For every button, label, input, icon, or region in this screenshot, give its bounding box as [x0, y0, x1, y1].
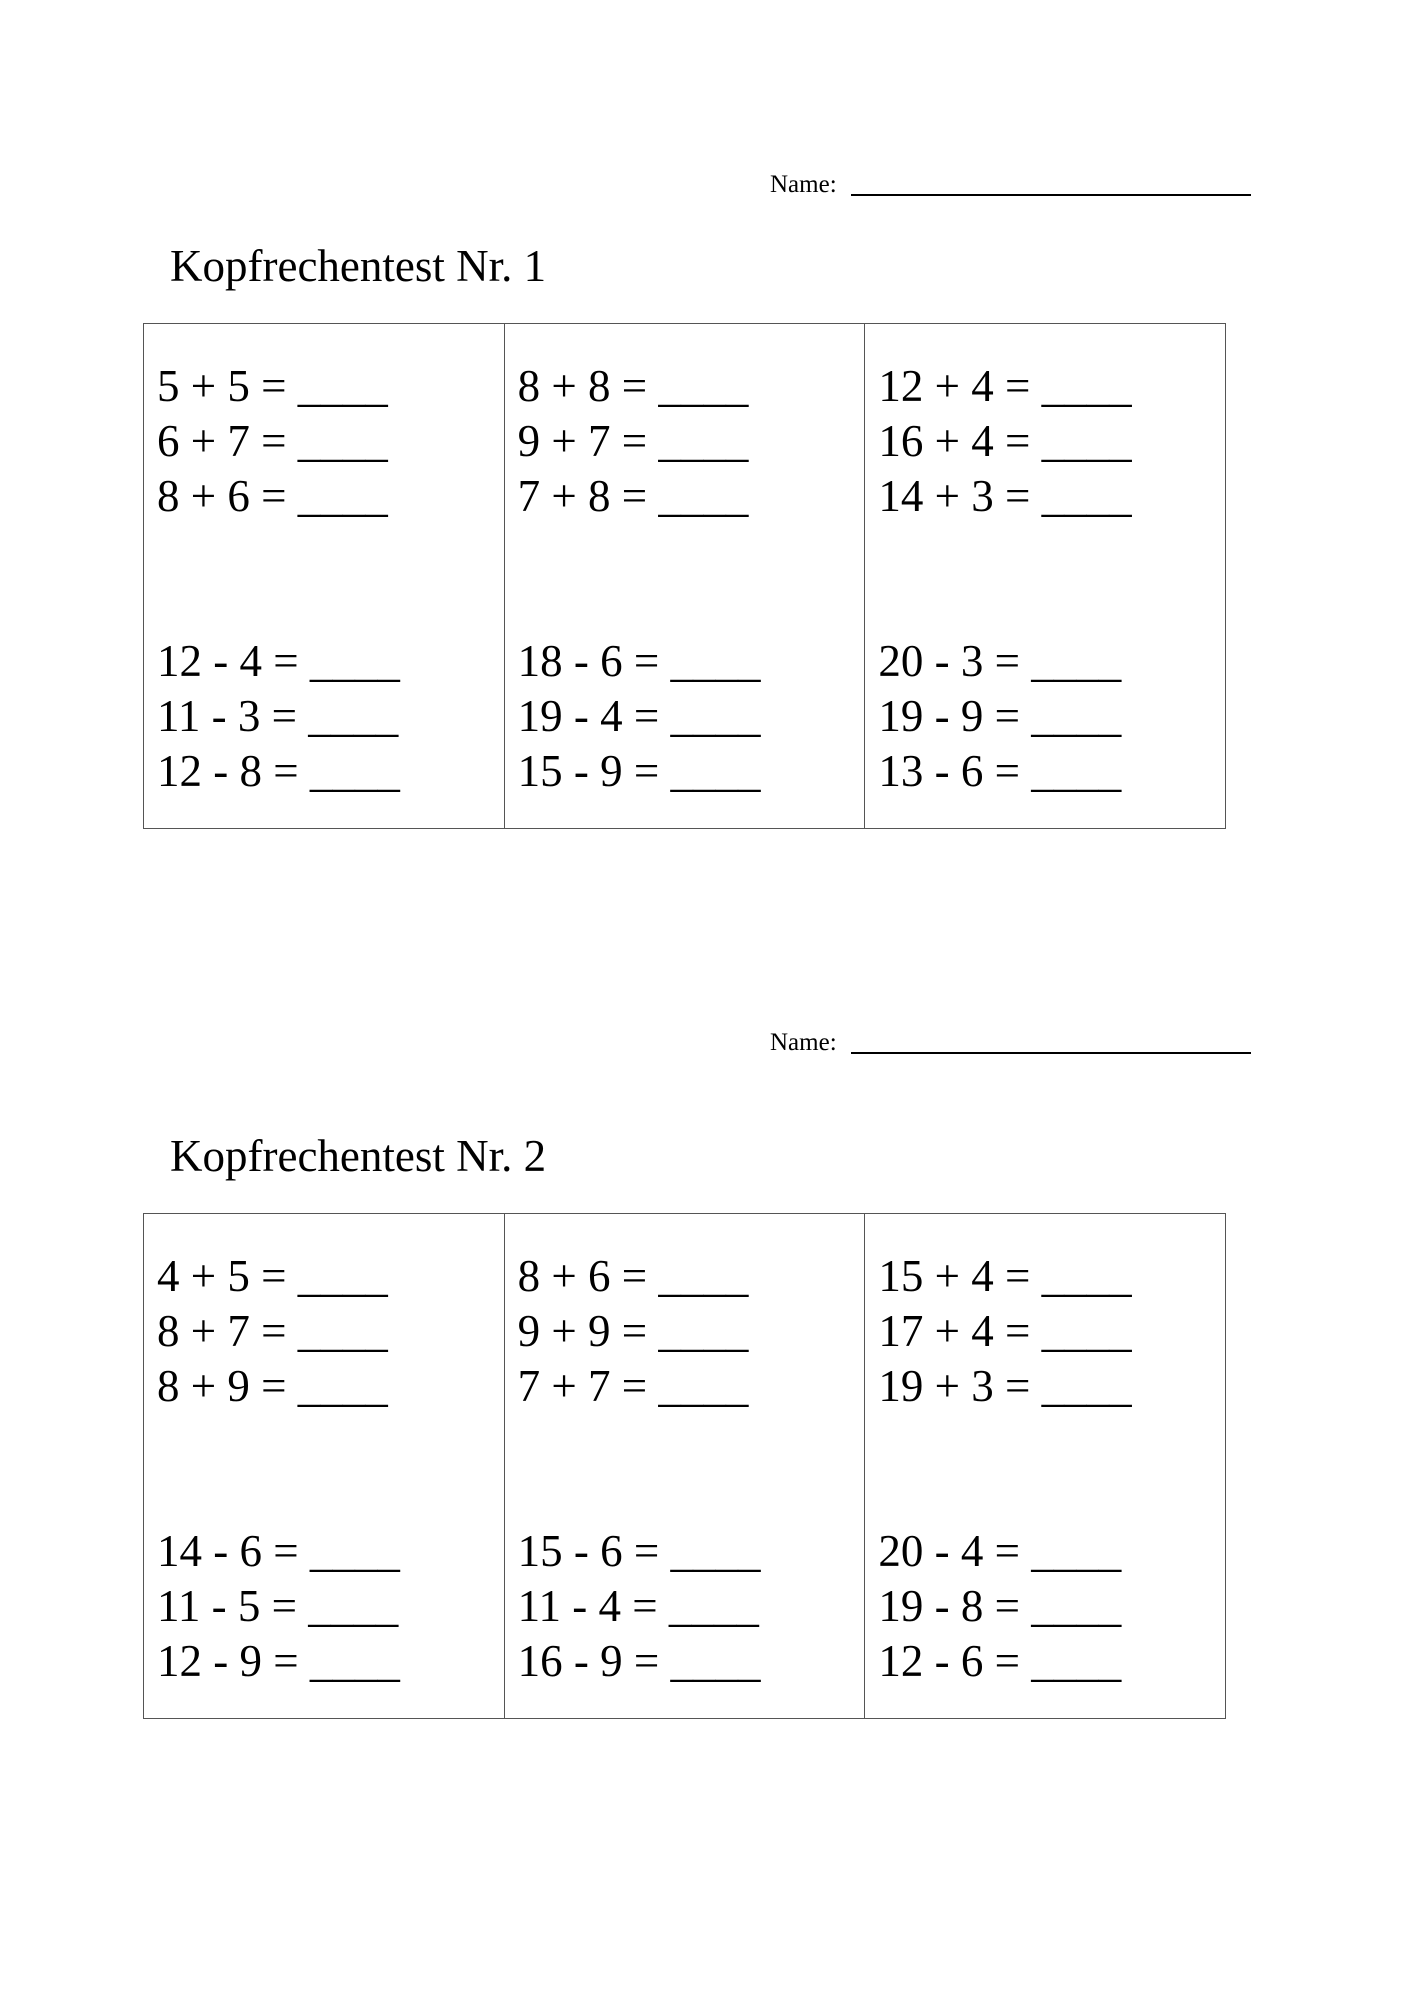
name-label: Name:: [770, 1029, 843, 1056]
subtraction-group: [878, 1524, 1121, 1689]
addition-group: [157, 359, 388, 524]
task-row: 12 - 6 = ____: [878, 1636, 1122, 1686]
task-column-3: [864, 324, 1225, 828]
task-row: 20 - 4 = ____: [878, 1526, 1122, 1576]
test-title-1: Kopfrechentest Nr. 1: [170, 241, 547, 291]
task-column-2: [504, 1214, 865, 1718]
task-row: 18 - 6 = ____: [517, 636, 761, 686]
task-row: 19 - 8 = ____: [878, 1581, 1122, 1631]
name-field-2[interactable]: [770, 1030, 1251, 1055]
task-row: 7 + 8 = ____: [517, 471, 749, 521]
task-row: 19 + 3 = ____: [878, 1361, 1132, 1411]
task-row: 5 + 5 = ____: [157, 361, 388, 411]
task-row: 8 + 6 = ____: [517, 1251, 749, 1301]
task-row: 7 + 7 = ____: [517, 1361, 749, 1411]
task-row: 12 + 4 = ____: [878, 361, 1132, 411]
task-row: 16 - 9 = ____: [517, 1636, 761, 1686]
task-row: 19 - 9 = ____: [878, 691, 1122, 741]
name-blank[interactable]: [851, 1052, 1251, 1054]
task-row: 6 + 7 = ____: [157, 416, 388, 466]
task-column-2: [504, 324, 865, 828]
task-row: 8 + 8 = ____: [517, 361, 749, 411]
task-row: 11 - 4 = ____: [517, 1581, 759, 1631]
subtraction-group: [157, 1524, 400, 1689]
addition-group: [518, 1249, 749, 1414]
subtraction-group: [518, 1524, 761, 1689]
task-row: 4 + 5 = ____: [157, 1251, 388, 1301]
task-row: 8 + 7 = ____: [157, 1306, 388, 1356]
subtraction-group: [157, 634, 400, 799]
task-row: 14 - 6 = ____: [157, 1526, 400, 1576]
task-row: 12 - 4 = ____: [157, 636, 400, 686]
addition-group: [157, 1249, 388, 1414]
task-row: 15 - 9 = ____: [517, 746, 761, 796]
name-blank[interactable]: [851, 194, 1251, 196]
addition-group: [878, 359, 1131, 524]
task-row: 17 + 4 = ____: [878, 1306, 1132, 1356]
task-row: 9 + 9 = ____: [517, 1306, 749, 1356]
task-row: 13 - 6 = ____: [878, 746, 1122, 796]
task-table-1: [143, 323, 1226, 829]
name-label: Name:: [770, 171, 843, 198]
name-field-1[interactable]: [770, 172, 1251, 197]
task-row: 19 - 4 = ____: [517, 691, 761, 741]
test-title-2: Kopfrechentest Nr. 2: [170, 1131, 547, 1181]
addition-group: [878, 1249, 1131, 1414]
task-row: 16 + 4 = ____: [878, 416, 1132, 466]
task-row: 20 - 3 = ____: [878, 636, 1122, 686]
task-column-1: [144, 324, 504, 828]
task-row: 11 - 3 = ____: [157, 691, 399, 741]
task-row: 14 + 3 = ____: [878, 471, 1132, 521]
task-column-1: [144, 1214, 504, 1718]
task-row: 12 - 8 = ____: [157, 746, 400, 796]
task-row: 11 - 5 = ____: [157, 1581, 399, 1631]
task-row: 15 + 4 = ____: [878, 1251, 1132, 1301]
addition-group: [518, 359, 749, 524]
task-row: 8 + 9 = ____: [157, 1361, 388, 1411]
task-row: 12 - 9 = ____: [157, 1636, 400, 1686]
task-row: 15 - 6 = ____: [517, 1526, 761, 1576]
subtraction-group: [518, 634, 761, 799]
task-table-2: [143, 1213, 1226, 1719]
task-column-3: [864, 1214, 1225, 1718]
task-row: 9 + 7 = ____: [517, 416, 749, 466]
task-row: 8 + 6 = ____: [157, 471, 388, 521]
subtraction-group: [878, 634, 1121, 799]
